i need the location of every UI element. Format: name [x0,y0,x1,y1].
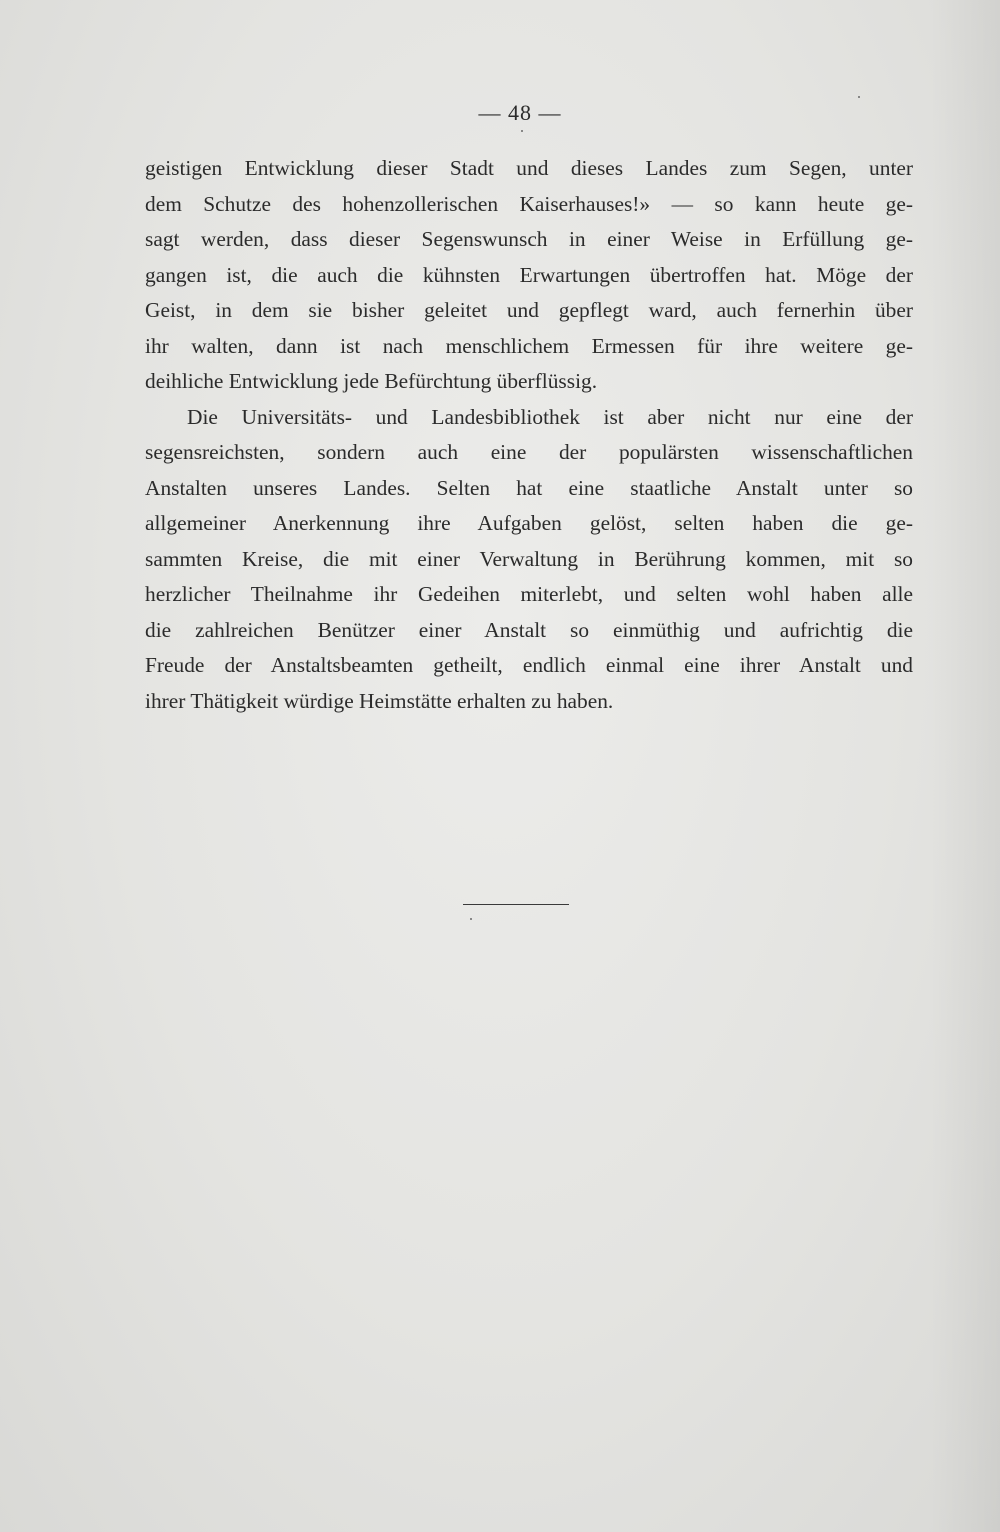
text-line: ihr walten, dann ist nach menschlichem Ermessen für ihre weitere ge- [145,333,913,358]
text-line: herzlicher Theilnahme ihr Gedeihen miterlebt, und selten wohl haben alle [145,582,913,606]
text-line: deihliche Entwicklung jede Befürchtung überflüssig. [145,369,598,393]
text-line: dem Schutze des hohenzollerischen Kaiserhauses!» — so kann heute ge- [145,191,913,216]
paragraph-1 [145,151,913,400]
scan-speck [470,918,472,920]
text-line: allgemeiner Anerkennung ihre Aufgaben gelöst, selten haben die ge- [145,511,913,535]
text-line: gangen ist, die auch die kühnsten Erwartungen übertroffen hat. Möge der [145,262,913,287]
body-text [145,151,913,719]
text-line: Geist, in dem sie bisher geleitet und gepflegt ward, auch fernerhin über [145,298,913,322]
text-line: sammten Kreise, die mit einer Verwaltung in Berührung kommen, mit so [145,546,913,571]
text-line: Freude der Anstaltsbeamten getheilt, endlich einmal eine ihrer Anstalt und [145,653,913,677]
text-line: sagt werden, dass dieser Segenswunsch in einer Weise in Erfüllung ge- [145,227,913,251]
page-edge-shadow [930,0,1000,1532]
paragraph-2 [145,400,913,720]
text-line: die zahlreichen Benützer einer Anstalt so einmüthig und aufrichtig die [145,617,913,642]
text-line: geistigen Entwicklung dieser Stadt und dieses Landes zum Segen, unter [145,156,913,180]
page-number: — 48 — [478,100,562,125]
closing-rule [463,904,569,905]
text-line: segensreichsten, sondern auch eine der populärsten wissenschaftlichen [145,440,913,464]
text-line: Die Universitäts- und Landesbibliothek ist aber nicht nur eine der [187,404,913,429]
scan-speck [521,130,523,132]
text-line: Anstalten unseres Landes. Selten hat eine staatliche Anstalt unter so [145,475,913,500]
scan-speck [858,96,860,98]
text-line: ihrer Thätigkeit würdige Heimstätte erhalten zu haben. [145,688,614,713]
